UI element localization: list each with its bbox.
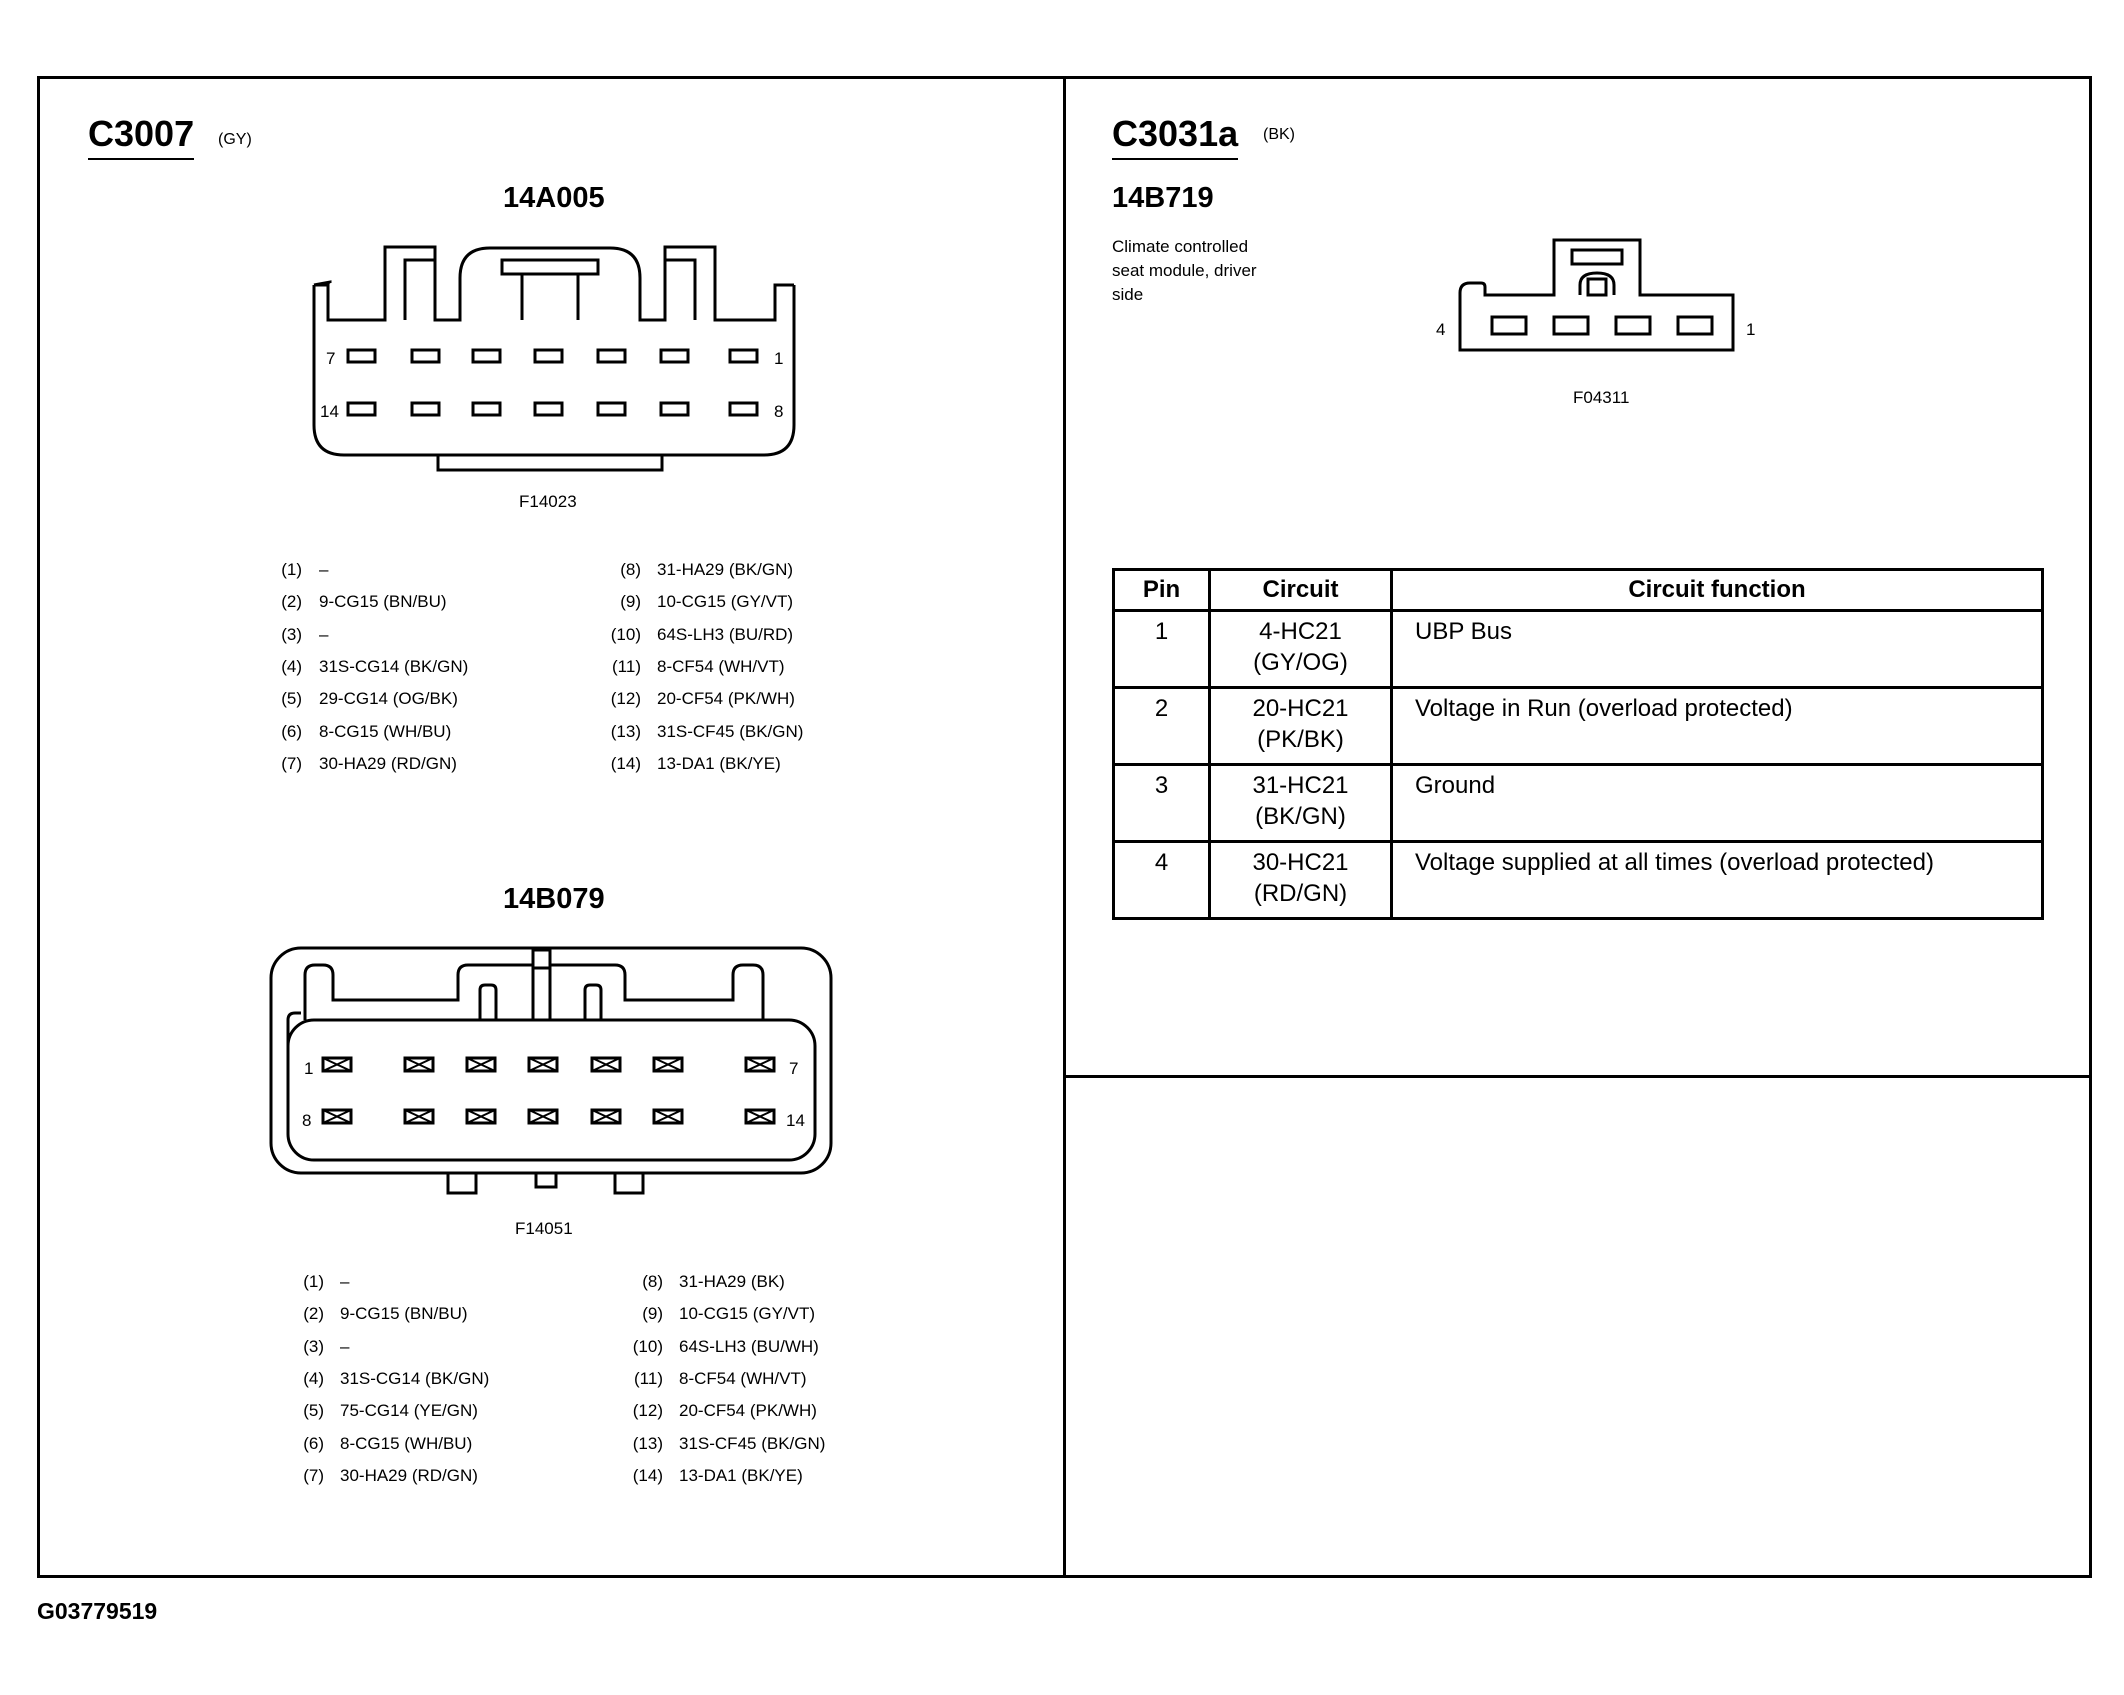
pin-circuit: 31S-CG14 (BK/GN) — [340, 1368, 490, 1388]
pin-circuit: 31S-CG14 (BK/GN) — [319, 656, 469, 676]
figure-id-f14051: F14051 — [515, 1219, 573, 1238]
end-label-14: 14 — [320, 402, 339, 421]
pin-cavity — [473, 403, 500, 415]
end-label-1-c: 1 — [1746, 320, 1756, 339]
pin-number: (10) — [632, 1336, 663, 1356]
pin-number: (1) — [303, 1272, 324, 1291]
pin-number: (7) — [281, 753, 302, 773]
cell-function: UBP Bus — [1392, 611, 2043, 688]
pin-number: (11) — [612, 656, 641, 676]
pin-circuit: 13-DA1 (BK/YE) — [657, 753, 781, 773]
part-number-14b079: 14B079 — [503, 883, 605, 915]
pin-circuit: 30-HA29 (RD/GN) — [319, 753, 457, 773]
cell-circuit-id: 4-HC21 — [1259, 618, 1342, 645]
pin-circuit: 30-HA29 (RD/GN) — [340, 1465, 478, 1485]
cell-circuit-color: (BK/GN) — [1255, 803, 1346, 830]
pin-number: (3) — [281, 624, 302, 644]
pin-cavity — [348, 350, 375, 362]
cell-circuit — [1210, 765, 1392, 842]
end-label-7-b: 7 — [789, 1059, 799, 1078]
pin-number: (13) — [632, 1433, 663, 1453]
pin-circuit: 13-DA1 (BK/YE) — [679, 1465, 803, 1485]
pin-cavity-cross — [467, 1058, 495, 1071]
cell-circuit-color: (RD/GN) — [1253, 880, 1348, 907]
pin-number: (10) — [610, 624, 641, 644]
connector-drawing-14b719 — [1430, 235, 1760, 365]
pin-cavity-cross — [323, 1110, 351, 1123]
pin-number: (1) — [281, 560, 302, 579]
pin-cavity-cross — [405, 1110, 433, 1123]
cell-pin: 4 — [1114, 842, 1210, 919]
pin-cavity — [1678, 317, 1712, 334]
cell-pin: 2 — [1114, 688, 1210, 765]
pin-cavity — [661, 403, 688, 415]
pin-number: (2) — [281, 592, 302, 612]
part-number-14a005: 14A005 — [503, 182, 605, 214]
connector-id-left: C3007 — [88, 113, 195, 154]
pin-cavity — [1492, 317, 1526, 334]
connector-id-left-underline — [88, 158, 194, 160]
cell-circuit — [1210, 611, 1392, 688]
pin-circuit: 10-CG15 (GY/VT) — [679, 1304, 816, 1324]
cell-pin: 1 — [1114, 611, 1210, 688]
pin-number: (12) — [610, 689, 641, 709]
pin-cavity-cross — [746, 1110, 774, 1123]
table-row — [1114, 765, 2043, 842]
cell-circuit — [1210, 688, 1392, 765]
end-label-1: 1 — [774, 349, 784, 368]
part-number-14b719: 14B719 — [1112, 182, 1214, 214]
end-label-8: 8 — [774, 402, 784, 421]
pin-number: (6) — [281, 721, 302, 741]
header-circuit: Circuit — [1210, 570, 1392, 611]
pin-cavity — [730, 350, 757, 362]
pin-circuit: 8-CF54 (WH/VT) — [657, 656, 785, 676]
connector-color-left: (GY) — [218, 131, 252, 148]
pin-number: (8) — [642, 1272, 663, 1291]
pin-cavity — [535, 403, 562, 415]
header-circuit-function: Circuit function — [1392, 570, 2043, 611]
table-row — [1114, 611, 2043, 688]
pin-number: (14) — [632, 1465, 663, 1485]
pin-circuit: 8-CG15 (WH/BU) — [340, 1433, 473, 1453]
pin-cavity — [661, 350, 688, 362]
pin-cavity — [535, 350, 562, 362]
pin-cavity — [598, 403, 625, 415]
pin-circuit: 64S-LH3 (BU/RD) — [657, 624, 794, 644]
end-label-7: 7 — [326, 349, 336, 368]
connector-drawing-14b079 — [268, 945, 838, 1200]
cell-circuit-id: 20-HC21 — [1252, 695, 1349, 722]
pin-number: (12) — [632, 1401, 663, 1421]
pin-cavity — [598, 350, 625, 362]
pin-number: (4) — [303, 1368, 324, 1388]
pin-circuit: 9-CG15 (BN/BU) — [340, 1304, 468, 1324]
pin-cavity-cross — [323, 1058, 351, 1071]
pin-cavity-cross — [529, 1110, 557, 1123]
right-panel-divider — [1063, 1075, 2092, 1078]
pin-cavity — [348, 403, 375, 415]
pin-cavity-cross — [654, 1110, 682, 1123]
pin-cavity — [412, 403, 439, 415]
figure-id-f14023: F14023 — [519, 492, 577, 511]
pin-circuit: 8-CF54 (WH/VT) — [679, 1368, 807, 1388]
pin-cavity-cross — [592, 1110, 620, 1123]
pin-cavity-cross — [592, 1058, 620, 1071]
table-row — [1114, 688, 2043, 765]
pin-circuit: 10-CG15 (GY/VT) — [657, 592, 794, 612]
pin-circuit: – — [319, 560, 329, 579]
pin-circuit: 31S-CF45 (BK/GN) — [657, 721, 804, 741]
connector-id-right: C3031a — [1112, 113, 1239, 154]
pin-circuit: 8-CG15 (WH/BU) — [319, 721, 452, 741]
pin-cavity-cross — [467, 1110, 495, 1123]
end-label-1-b: 1 — [304, 1059, 314, 1078]
figure-id-f04311: F04311 — [1573, 388, 1630, 407]
pin-circuit: 29-CG14 (OG/BK) — [319, 689, 458, 709]
pin-circuit: 31-HA29 (BK) — [679, 1272, 785, 1291]
cell-pin: 3 — [1114, 765, 1210, 842]
pin-circuit: 64S-LH3 (BU/WH) — [679, 1336, 819, 1356]
pin-circuit: 20-CF54 (PK/WH) — [679, 1401, 817, 1421]
cell-function: Voltage in Run (overload protected) — [1392, 688, 2043, 765]
pin-circuit: 31-HA29 (BK/GN) — [657, 560, 794, 579]
connector-color-right: (BK) — [1263, 126, 1295, 143]
cell-circuit-id: 31-HC21 — [1252, 772, 1349, 799]
pin-number: (4) — [281, 656, 302, 676]
connector-id-right-underline — [1112, 158, 1238, 160]
pin-cavity — [473, 350, 500, 362]
pin-cavity-cross — [654, 1058, 682, 1071]
pin-number: (14) — [610, 753, 641, 773]
pin-number: (5) — [303, 1401, 324, 1421]
pin-number: (13) — [610, 721, 641, 741]
pin-number: (5) — [281, 689, 302, 709]
pin-number: (3) — [303, 1336, 324, 1356]
pin-circuit: – — [319, 624, 329, 644]
pin-number: (7) — [303, 1465, 324, 1485]
pin-number: (9) — [642, 1304, 663, 1324]
footer-id: G03779519 — [37, 1598, 158, 1624]
cell-function: Voltage supplied at all times (overload protected) — [1392, 842, 2043, 919]
pin-cavity — [730, 403, 757, 415]
pin-cavity — [412, 350, 439, 362]
cell-circuit — [1210, 842, 1392, 919]
pin-cavity — [1616, 317, 1650, 334]
pin-circuit: 9-CG15 (BN/BU) — [319, 592, 447, 612]
header-pin: Pin — [1114, 570, 1210, 611]
cell-function: Ground — [1392, 765, 2043, 842]
pin-number: (6) — [303, 1433, 324, 1453]
connector-drawing-14a005 — [300, 240, 810, 475]
pin-cavity-cross — [405, 1058, 433, 1071]
pin-number: (11) — [634, 1368, 663, 1388]
end-label-4-c: 4 — [1436, 320, 1446, 339]
end-label-8-b: 8 — [302, 1111, 312, 1130]
pin-cavity-cross — [529, 1058, 557, 1071]
pin-number: (2) — [303, 1304, 324, 1324]
table-row — [1114, 842, 2043, 919]
circuit-table — [1112, 568, 2044, 920]
pin-cavity — [1554, 317, 1588, 334]
cell-circuit-color: (GY/OG) — [1253, 649, 1348, 676]
pin-circuit: – — [340, 1336, 350, 1356]
end-label-14-b: 14 — [786, 1111, 805, 1130]
table-header-row — [1114, 570, 2043, 611]
part-description: Climate controlled seat module, driver side — [1112, 237, 1257, 304]
cell-circuit-id: 30-HC21 — [1252, 849, 1349, 876]
pin-circuit: 75-CG14 (YE/GN) — [340, 1401, 478, 1421]
pin-number: (9) — [620, 592, 641, 612]
pin-number: (8) — [620, 560, 641, 579]
pin-circuit: 31S-CF45 (BK/GN) — [679, 1433, 826, 1453]
pin-circuit: 20-CF54 (PK/WH) — [657, 689, 795, 709]
pin-cavity-cross — [746, 1058, 774, 1071]
cell-circuit-color: (PK/BK) — [1257, 726, 1344, 753]
pin-circuit: – — [340, 1272, 350, 1291]
